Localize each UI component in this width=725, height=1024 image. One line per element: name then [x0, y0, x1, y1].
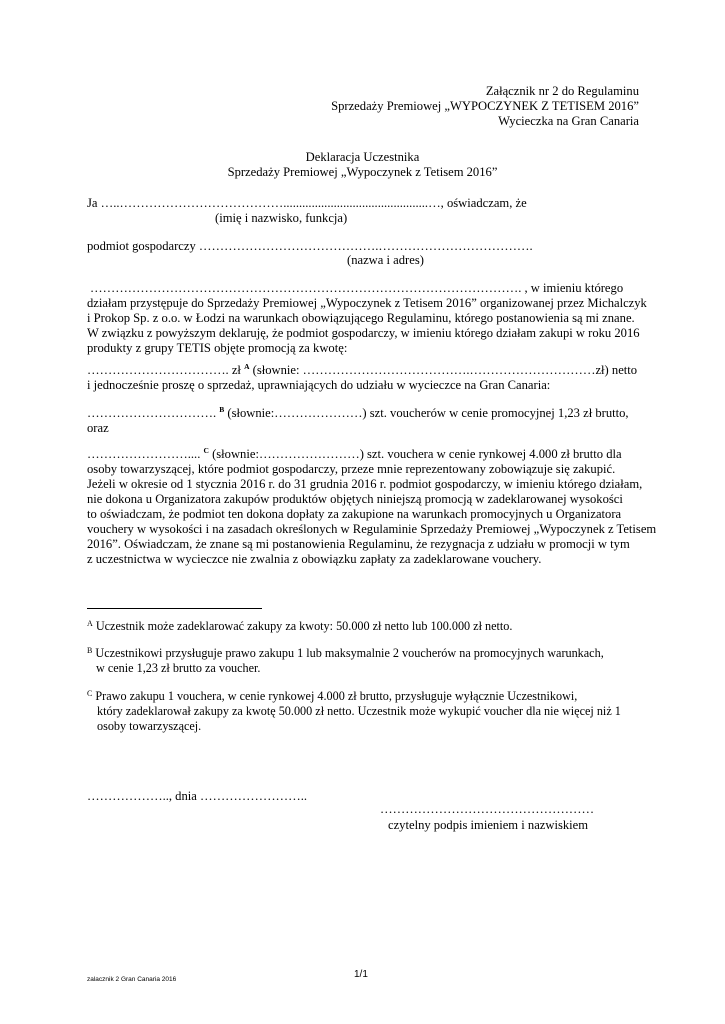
footnote-c-text-2: który zadeklarował zakupy za kwotę 50.000 zł netto. Uczestnik może wykupić voucher dla nie więcej niż 1 [97, 704, 621, 718]
footnote-c-text-3: osoby towarzyszącej. [97, 719, 202, 733]
intro-line-3: i Prokop Sp. z o.o. w Łodzi na warunkach obowiązującego Regulaminu, którego postanowienia są mi znane. [87, 311, 635, 325]
title-line-2: Sprzedaży Premiowej „Wypoczynek z Tetisem 2016” [227, 165, 498, 179]
footnote-a-mark: A [87, 619, 93, 628]
header-line-1: Załącznik nr 2 do Regulaminu [485, 84, 639, 98]
footnote-c-text-1: Prawo zakupu 1 vouchera, w cenie rynkowej 4.000 zł brutto, przysługuje wyłącznie Uczestnikowi, [92, 689, 578, 703]
amount-c-block [87, 446, 657, 567]
footnote-b-text-2: w cenie 1,23 zł brutto za voucher. [96, 661, 261, 675]
amount-a-line [87, 363, 639, 378]
amount-b-block [87, 406, 639, 436]
amount-a-field[interactable]: ……………………………. zł [87, 363, 245, 377]
signature-hint: czytelny podpis imieniem i nazwiskiem [388, 818, 589, 832]
amount-b-line [87, 406, 639, 421]
footnote-a-text: Uczestnik może zadeklarować zakupy za kwoty: 50.000 zł netto lub 100.000 zł netto. [92, 619, 513, 633]
footnote-b-text-1: Uczestnikowi przysługuje prawo zakupu 1 lub maksymalnie 2 voucherów na promocyjnych warunkach, [92, 646, 604, 660]
amount-c-words-field[interactable]: (słownie:……………………) szt. vouchera w cenie rynkowej 4.000 zł brutto dla [208, 447, 622, 461]
amount-b-line-2: oraz [87, 421, 109, 435]
footnote-separator [87, 608, 262, 609]
intro-line-2: działam przystępuje do Sprzedaży Premiowej „Wypoczynek z Tetisem 2016” organizowanej przez Michalczyk [87, 296, 647, 310]
attachment-header [331, 84, 639, 129]
intro-line-5: produkty z grupy TETIS objęte promocją za kwotę: [87, 341, 348, 355]
footnote-b [87, 646, 627, 676]
amount-a-line-2: i jednocześnie proszę o sprzedaż, uprawniających do udziału w wycieczce na Gran Canaria: [87, 378, 551, 392]
final-line-5: 2016”. Oświadczam, że znane są mi postanowienia Regulaminu, że rezygnacja z udziału w promocji w tym [87, 537, 630, 551]
final-line-1: Jeżeli w okresie od 1 stycznia 2016 r. do 31 grudnia 2016 r. podmiot gospodarczy, w imieniu którego działam, [87, 477, 643, 491]
footnote-b-mark: B [87, 646, 93, 655]
footnote-c [87, 689, 627, 734]
footnote-c-mark: C [87, 689, 93, 698]
footnote-a-ref: A [244, 362, 250, 371]
amount-a-block [87, 363, 639, 393]
final-line-2: nie dokona u Organizatora zakupów produktów objętych niniejszą promocją w zadeklarowanej wysokości [87, 492, 623, 506]
footnote-a [87, 619, 627, 634]
amount-c-line-2: osoby towarzyszącej, które podmiot gospodarczy, przeze mnie reprezentowany zobowiązuje się zakupić. [87, 462, 616, 476]
amount-b-words-field[interactable]: (słownie:…………………) szt. voucherów w cenie promocyjnej 1,23 zł brutto, [224, 406, 629, 420]
intro-paragraph [87, 281, 647, 356]
header-line-2: Sprzedaży Premiowej „WYPOCZYNEK Z TETISEM 2016” [331, 99, 639, 113]
header-line-3: Wycieczka na Gran Canaria [498, 114, 639, 128]
amount-c-field[interactable]: …………………….... [87, 447, 204, 461]
participant-name-line[interactable]: Ja …..…………………………………..............................................…, oświadczam, że [87, 196, 527, 210]
amount-a-words-field[interactable]: (słownie: ………………………………….…………………………zł) netto [249, 363, 638, 377]
participant-name-hint: (imię i nazwisko, funkcja) [215, 211, 348, 225]
footer-file-name: zalacznik 2 Gran Canaria 2016 [87, 976, 177, 983]
footer-page-number: 1/1 [354, 969, 368, 980]
amount-c-line [87, 447, 639, 462]
document-title [0, 150, 725, 180]
amount-b-field[interactable]: …………………………. [87, 406, 220, 420]
signature-field[interactable]: …………………………………………… [380, 802, 595, 816]
intro-line-1[interactable]: …………………………………………………………………………………………. , w imieniu którego [90, 281, 624, 295]
entity-line[interactable]: podmiot gospodarczy …………………………………….………………………………. [87, 239, 533, 253]
final-line-3: to oświadczam, że podmiot ten dokona dopłaty za zakupione na warunkach promocyjnych u Organizatora [87, 507, 622, 521]
footnote-b-ref: B [219, 405, 225, 414]
entity-hint: (nazwa i adres) [347, 253, 424, 267]
date-field[interactable]: ……………….., dnia …………………….. [87, 789, 308, 803]
intro-line-4: W związku z powyższym deklaruję, że podmiot gospodarczy, w imieniu którego działam zakupi w roku 2016 [87, 326, 640, 340]
title-line-1: Deklaracja Uczestnika [305, 150, 420, 164]
footnote-c-ref: C [203, 446, 209, 455]
final-line-6: z uczestnictwa w wycieczce nie zwalnia z obowiązku zapłaty za zadeklarowane vouchery. [87, 552, 542, 566]
final-line-4: vouchery w wysokości i na zasadach określonych w Regulaminie Sprzedaży Premiowej „Wypoczynek z Tetisem [87, 522, 657, 536]
